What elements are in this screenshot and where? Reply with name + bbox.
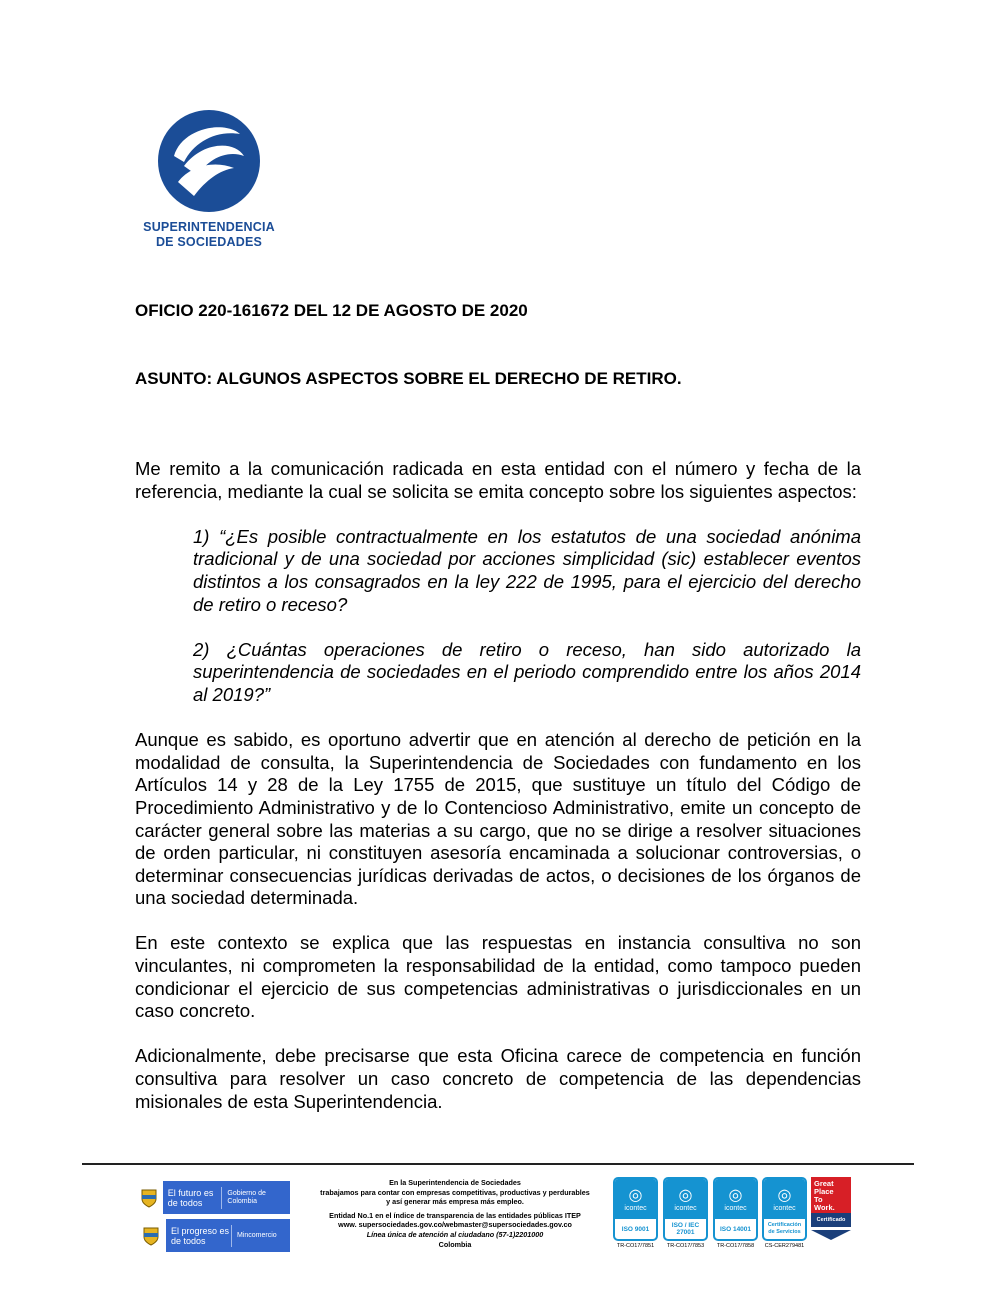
logo-emblem-icon <box>154 106 264 216</box>
icontec-swirl-icon: ◎ <box>728 1186 743 1204</box>
footer-line: Entidad No.1 en el índice de transparencia de las entidades públicas ITEP <box>329 1210 581 1220</box>
cert-label: ISO 9001 <box>621 1225 650 1233</box>
coat-of-arms-icon <box>136 1219 166 1252</box>
footer-line: En la Superintendencia de Sociedades <box>389 1178 521 1187</box>
icontec-swirl-icon: ◎ <box>777 1186 792 1204</box>
cert-code: TR-CO17/7858 <box>716 1243 755 1249</box>
icontec-swirl-icon: ◎ <box>628 1186 643 1204</box>
cert-code: TR-CO17/7851 <box>616 1243 655 1249</box>
question-1: 1) “¿Es posible contractualmente en los estatutos de una sociedad anónima tradicional y de una sociedad por acciones simplicidad (sic) establecer eventos distintos a los consagrados en la ley 222 de 1995, para el ejercicio del derecho de retiro o receso? <box>193 525 861 615</box>
paragraph-intro: Me remito a la comunicación radicada en esta entidad con el número y fecha de la referencia, mediante la cual se solicita se emita concepto sobre los siguientes aspectos: <box>135 458 861 502</box>
gptw-certified: Certificado <box>811 1213 851 1227</box>
oficio-title: OFICIO 220-161672 DEL 12 DE AGOSTO DE 2020 <box>135 301 528 320</box>
gov-badge-subtext: Mincomercio <box>231 1225 277 1247</box>
footer-website: www. supersociedades.gov.co/webmaster@supersociedades.gov.co <box>338 1220 572 1230</box>
cert-label: ISO 14001 <box>719 1225 752 1233</box>
gov-badge-text: El futuro es de todos <box>167 1187 214 1208</box>
gptw-text: Great <box>814 1179 834 1188</box>
gov-badge-futuro <box>136 1181 290 1214</box>
icontec-cert-iso14001 <box>713 1177 758 1249</box>
gov-badge-text: El progreso es de todos <box>171 1225 230 1246</box>
gptw-text: Work. <box>814 1203 835 1212</box>
cert-label: Certificación de Servicios <box>767 1222 802 1235</box>
gov-badge-progreso <box>136 1219 290 1252</box>
coat-of-arms-icon <box>136 1181 163 1214</box>
gptw-text: Place <box>814 1187 834 1196</box>
cert-brand: icontec <box>674 1204 697 1212</box>
asunto-title: ASUNTO: ALGUNOS ASPECTOS SOBRE EL DERECHO DE RETIRO. <box>135 369 682 388</box>
letter-body <box>135 458 861 1113</box>
logo-text-line1: SUPERINTENDENCIA <box>143 220 275 234</box>
paragraph-adicional: Adicionalmente, debe precisarse que esta Oficina carece de competencia en función consultiva para resolver un caso concreto de competencia de las dependencias misionales de esta Superintendencia. <box>135 1045 861 1112</box>
icontec-swirl-icon: ◎ <box>678 1186 693 1204</box>
cert-brand: icontec <box>773 1204 796 1212</box>
footer-line: y así generar más empresa más empleo. <box>386 1197 524 1207</box>
gptw-text: To <box>814 1195 823 1204</box>
great-place-to-work-badge <box>811 1177 851 1239</box>
gptw-ribbon-icon <box>811 1230 851 1240</box>
question-2: 2) ¿Cuántas operaciones de retiro o receso, han sido autorizado la superintendencia de sociedades en el periodo comprendido entre los años 2014 al 2019?” <box>193 638 861 705</box>
footer-line: trabajamos para contar con empresas competitivas, productivas y perdurables <box>320 1187 590 1197</box>
cert-label: ISO / IEC 27001 <box>671 1222 700 1236</box>
footer-phone: Línea única de atención al ciudadano (57-1)2201000 <box>366 1229 544 1239</box>
logo-text-line2: DE SOCIEDADES <box>155 235 263 249</box>
gov-badge-subtext: Gobierno de Colombia <box>221 1187 290 1209</box>
footer-country: Colombia <box>438 1239 472 1249</box>
icontec-cert-iso9001 <box>613 1177 658 1249</box>
cert-brand: icontec <box>624 1204 647 1212</box>
icontec-cert-servicios <box>762 1177 807 1249</box>
cert-brand: icontec <box>724 1204 747 1212</box>
footer-info <box>300 1178 610 1249</box>
icontec-cert-iso27001 <box>663 1177 708 1249</box>
paragraph-contexto: En este contexto se explica que las respuestas en instancia consultiva no son vinculantes, ni comprometen la responsabilidad de la entidad, como tampoco pueden condicionar el ejercicio de sus competencias administrativas o jurisdiccionales en un caso concreto. <box>135 932 861 1022</box>
paragraph-consulta: Aunque es sabido, es oportuno advertir que en atención al derecho de petición en la modalidad de consulta, la Superintendencia de Sociedades con fundamento en los Artículos 14 y 28 de la Ley 1755 de 2015, que sustituye un título del Código de Procedimiento Administrativo y de lo Contencioso Administrativo, emite un concepto de carácter general sobre las materias a su cargo, que no se dirige a resolver situaciones de orden particular, ni constituyen asesoría encaminada a solucionar controversias, o determinar consecuencias jurídicas derivadas de actos, o decisiones de los órganos de una sociedad determinada. <box>135 729 861 909</box>
cert-code: TR-CO17/7853 <box>666 1243 705 1249</box>
cert-code: CS-CER279481 <box>764 1243 805 1249</box>
footer-divider <box>82 1163 914 1165</box>
